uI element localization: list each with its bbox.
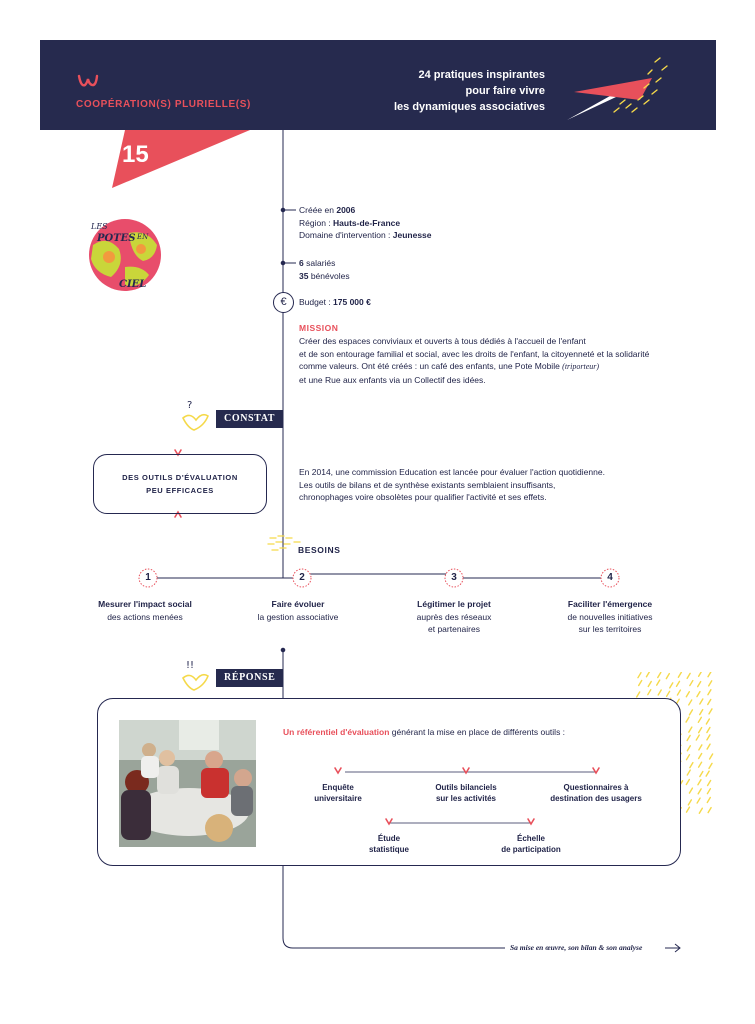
tool-etude: Étude statistique [368,834,409,854]
fact-created: Créée en 2006 [299,205,356,215]
mission-title: MISSION [299,323,339,333]
footer-link[interactable]: Sa mise en œuvre, son bilan & son analyse [510,943,643,952]
svg-text:?: ? [187,400,193,411]
besoin-label-4: Faciliter l'émergence de nouvelles initiatives sur les territoires [567,599,653,634]
practice-number: 15 [122,141,149,168]
besoin-label-3: Légitimer le projet auprès des réseaux et partenaires [416,599,492,634]
org-budget: Budget : 175 000 € [299,297,371,307]
besoin-num-1: 1 [145,572,151,583]
fact-domain: Domaine d'intervention : Jeunesse [299,230,432,240]
org-staff: 6 salariés 35 bénévoles [299,258,350,281]
tool-echelle: Échelle de participation [501,834,561,854]
besoin-label-2: Faire évoluer la gestion associative [257,599,339,622]
besoin-num-2: 2 [299,572,305,583]
svg-text:EN: EN [137,233,149,241]
tool-outils-bilanciels: Outils bilanciels sur les activités [435,783,497,803]
svg-text:CIEL: CIEL [119,279,147,290]
reponse-tag: RÉPONSE [216,669,283,687]
svg-text:!!: !! [186,660,195,671]
besoin-num-3: 3 [451,572,457,583]
besoin-label-1: Mesurer l'impact social des actions menées [98,599,192,622]
brand-name: COOPÉRATION(S) PLURIELLE(S) [76,99,251,110]
euro-icon: € [273,292,294,313]
besoins-title: BESOINS [298,545,341,555]
tool-questionnaires: Questionnaires à destination des usagers [550,783,642,803]
constat-tag: CONSTAT [216,410,283,428]
header-tagline: 24 pratiques inspirantes pour faire vivre les dynamiques associatives [393,69,545,113]
tool-enquete: Enquête universitaire [314,783,362,803]
constat-box: DES OUTILS D'ÉVALUATION PEU EFFICACES [93,454,267,514]
constat-text: En 2014, une commission Education est lancée pour évaluer l'action quotidienne. Les outils de bilans et de synthèse existants semblaient insuffisants, chronophages voire obsolètes pour qualifier l'activité et ses effets. [299,467,605,502]
reponse-intro: Un référentiel d'évaluation générant la mise en place de différents outils : [283,727,566,737]
besoin-num-4: 4 [607,572,613,583]
svg-text:LES: LES [91,222,108,231]
fact-region: Région : Hauts-de-France [299,217,401,228]
svg-text:POTES: POTES [97,233,136,244]
mission-text: Créer des espaces conviviaux et ouverts à tous dédiés à l'accueil de l'enfant et de son entourage familial et social, avec les droits de l'enfant, la citoyenneté et la solidarité comme valeurs. Ont été créés : un café des enfants, une Pote Mobile (triporteur) et une Rue aux enfants via un Collectif des idées. [299,336,650,385]
